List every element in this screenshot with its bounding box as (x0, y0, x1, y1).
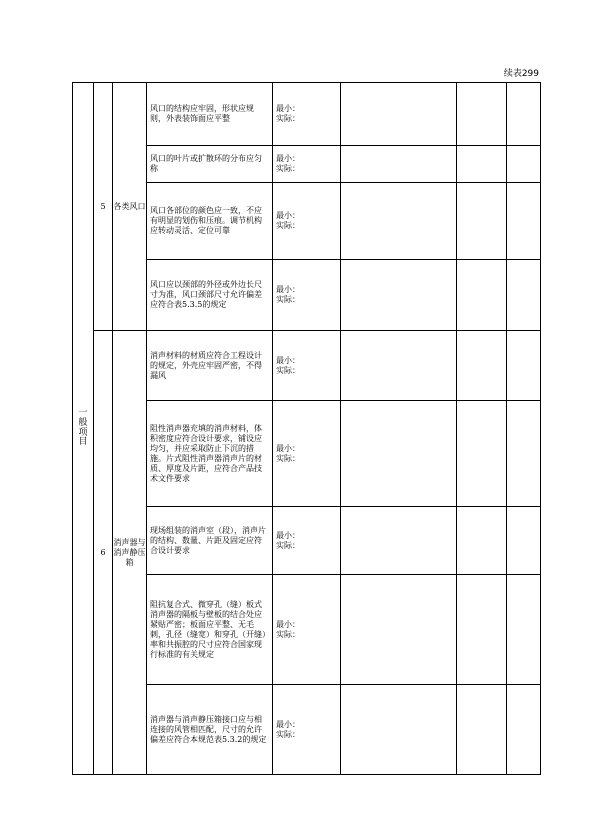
requirement-text: 阻性消声器充填的消声材料，体积密度应符合设计要求，铺设应均匀，并应采取防止下沉的措施。片式阻性消声器消声片的材质、厚度及片距，应符合产品技术文件要求 (147, 401, 273, 507)
empty-cell (507, 183, 541, 260)
empty-cell (507, 507, 541, 575)
empty-cell (507, 685, 541, 775)
empty-cell (457, 83, 507, 146)
actual-label: 实际： (276, 453, 300, 463)
empty-cell (341, 507, 457, 575)
actual-label: 实际： (276, 729, 300, 739)
group-number: 5 (94, 83, 113, 331)
empty-cell (341, 183, 457, 260)
value-cell (273, 575, 341, 685)
empty-cell (457, 575, 507, 685)
empty-cell (507, 260, 541, 331)
empty-cell (341, 146, 457, 183)
min-label: 最小： (276, 211, 300, 220)
category-cell (73, 83, 94, 775)
value-cell (273, 401, 341, 507)
empty-cell (341, 83, 457, 146)
empty-cell (457, 146, 507, 183)
requirement-text: 消声器与消声静压箱接口应与相连接的风管相匹配，尺寸的允许偏差应符合本规范表5.3.2的规定 (147, 685, 273, 775)
value-cell (273, 331, 341, 401)
empty-cell (507, 401, 541, 507)
requirement-text: 风口各部位的颜色应一致，不应有明显的划伤和压痕。调节机构应转动灵活、定位可靠 (147, 183, 273, 260)
empty-cell (507, 331, 541, 401)
empty-cell (507, 146, 541, 183)
table-row (73, 331, 541, 401)
min-label: 最小： (276, 285, 300, 294)
requirement-text: 风口的叶片或扩散环的分布应匀称 (147, 146, 273, 183)
empty-cell (507, 575, 541, 685)
table-row (73, 83, 541, 146)
empty-cell (341, 401, 457, 507)
empty-cell (457, 685, 507, 775)
group-number: 6 (94, 331, 113, 775)
value-cell (273, 183, 341, 260)
empty-cell (341, 260, 457, 331)
requirement-text: 风口应以颈部的外径或外边长尺寸为准，风口颈部尺寸允许偏差应符合表5.3.5的规定 (147, 260, 273, 331)
empty-cell (341, 575, 457, 685)
actual-label: 实际： (276, 540, 300, 550)
empty-cell (457, 183, 507, 260)
empty-cell (457, 331, 507, 401)
value-cell (273, 507, 341, 575)
category-label: 一般项目 (78, 407, 88, 448)
empty-cell (341, 331, 457, 401)
value-cell (273, 83, 341, 146)
empty-cell (341, 685, 457, 775)
group-name: 消声器与消声静压箱 (113, 331, 147, 775)
empty-cell (457, 507, 507, 575)
min-label: 最小： (276, 443, 300, 453)
empty-cell (507, 83, 541, 146)
value-cell (273, 685, 341, 775)
empty-cell (457, 401, 507, 507)
actual-label: 实际： (276, 629, 300, 639)
actual-label: 实际： (276, 164, 300, 173)
min-label: 最小： (276, 619, 300, 629)
group-name: 各类风口 (113, 83, 147, 331)
actual-label: 实际： (276, 221, 300, 230)
min-label: 最小： (276, 719, 300, 729)
requirement-text: 消声材料的材质应符合工程设计的规定，外壳应牢固严密，不得漏风 (147, 331, 273, 401)
min-label: 最小： (276, 154, 300, 163)
inspection-table (72, 82, 541, 775)
requirement-text: 阻抗复合式、微穿孔（缝）板式消声器的隔板与壁板的结合处应紧贴严密；板面应平整、无毛刺，孔径（缝宽）和穿孔（开缝）率和共振腔的尺寸应符合国家现行标准的有关规定 (147, 575, 273, 685)
actual-label: 实际： (276, 114, 300, 123)
value-cell (273, 146, 341, 183)
actual-label: 实际： (276, 365, 300, 375)
requirement-text: 风口的结构应牢固，形状应规则，外表装饰面应平整 (147, 83, 273, 146)
actual-label: 实际： (276, 295, 300, 304)
min-label: 最小： (276, 355, 300, 365)
empty-cell (457, 260, 507, 331)
min-label: 最小： (276, 104, 300, 113)
min-label: 最小： (276, 530, 300, 540)
continuation-label: 续表299 (503, 69, 539, 79)
value-cell (273, 260, 341, 331)
requirement-text: 现场组装的消声室（段），消声片的结构、数量、片距及固定应符合设计要求 (147, 507, 273, 575)
